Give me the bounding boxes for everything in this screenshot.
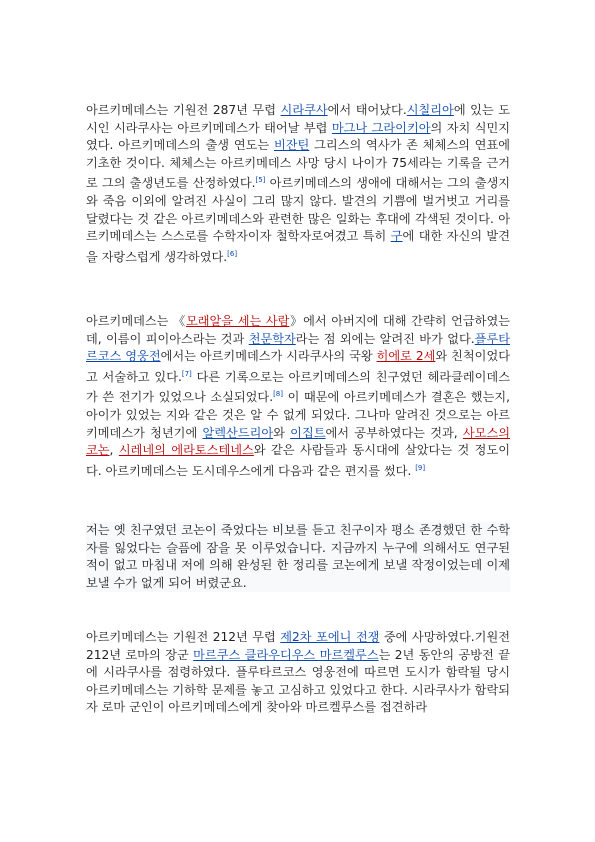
text-segment: 아르키메데스는 《 (86, 314, 186, 328)
text-segment: 중에 사망하였다.기원전 212년 로마의 장군 (86, 630, 510, 662)
text-segment: 에서는 아르키메데스가 시라쿠사의 국왕 (160, 349, 377, 364)
link-conon[interactable]: 사모스의 코논 (86, 425, 510, 458)
text-segment: , (109, 443, 119, 458)
link-sphere[interactable]: 구 (390, 229, 403, 244)
link-byzantine[interactable]: 비잔틴 (273, 138, 310, 153)
text-segment: 라는 점 외에는 알려진 바가 없다. (295, 331, 475, 346)
reference-7[interactable]: [7] (181, 369, 192, 378)
link-alexandria[interactable]: 알렉산드리아 (202, 425, 274, 440)
reference-6[interactable]: [6] (227, 249, 238, 258)
reference-5[interactable]: [5] (255, 176, 266, 185)
reference-9[interactable]: [9] (415, 463, 426, 472)
link-eratosthenes[interactable]: 시레네의 에라토스테네스 (118, 443, 254, 458)
text-segment: 》에서 아버지에 대해 간략히 언급하였는데, 이름이 피이아스라는 것과 (86, 314, 510, 346)
text-segment: 의 자치 식민지였다. 아르키메데스의 출생 연도는 (86, 120, 511, 153)
link-second-punic-war[interactable]: 제2차 포에니 전쟁 (280, 630, 380, 644)
reference-8[interactable]: [8] (273, 390, 283, 399)
text-segment: 에 대한 자신의 발견을 자랑스럽게 생각하였다. (86, 229, 510, 264)
text-segment: 와 같은 사람들과 동시대에 살았다는 것 정도이다. 아르키메데스는 도시데우스에게 다음과 같은 편지를 썼다. (86, 443, 510, 478)
text-segment: 는 2년 동안의 공방전 끝에 시라쿠사를 점령하였다. 플루타르코스 영웅전에 따르면 도시가 함락될 당시 아르키메데스는 기하학 문제를 놓고 고심하고 있었다고 한다. 시라쿠사가 함락되자 로마 군인이 아르키메데스에게 찾아와 마르켈루스를 접견하라 (86, 647, 510, 715)
text-segment: 그리스의 역사가 존 체체스의 연표에 기초한 것이다. 체체스는 아르키메데스 사망 당시 나이가 75세라는 기록을 근거로 그의 출생년도를 산정하였다. (86, 138, 511, 191)
quote-block (86, 522, 510, 592)
text-segment: 에 있는 도시인 시라쿠사는 아르키메데스가 태어날 부렵 (86, 103, 511, 135)
text-segment: 와 (273, 425, 291, 440)
text-segment: 에서 태어났다. (327, 103, 407, 117)
link-sand-reckoner[interactable]: 모래알을 세는 사람 (185, 314, 290, 328)
text-segment: 이 때문에 아르키메데스가 결혼은 했는지, 아이가 있었는 지와 같은 것은 알 수 없게 되었다. 그나마 알려진 것으로는 아르키메데스가 청년기에 (86, 390, 510, 440)
link-astronomer[interactable]: 천문학자 (248, 331, 296, 346)
quote-text: 저는 옛 친구였던 코논이 죽었다는 비보를 듣고 친구이자 평소 존경했던 한 수학자를 잃었다는 슬픔에 잠을 못 이루었습니다. 지금까지 누구에 의해서도 연구된 적이 없고 마침내 저에 의해 완성된 한 정리를 코논에게 보낼 작정이었는데 이제 보낼 수가 없게 되어 버렸군요. (86, 523, 510, 590)
link-magna-graecia[interactable]: 마그나 그라이키아 (331, 120, 431, 135)
text-segment: 와 친척이었다고 서술하고 있다. (86, 349, 511, 384)
link-marcellus[interactable]: 마르쿠스 클라우디우스 마르켈루스 (193, 647, 379, 662)
text-segment: 아르키메데스는 기원전 287년 무렵 (86, 103, 281, 117)
paragraph-family (86, 313, 510, 480)
text-segment: 에서 공부하였다는 것과, (325, 425, 463, 440)
paragraph-birth (86, 102, 510, 266)
link-egypt[interactable]: 이집트 (290, 425, 326, 440)
text-segment: 아르키메데스의 생애에 대해서는 그의 출생지와 죽음 이외에 알려진 사실이 그리 많지 않다. 발견의 기쁨에 벌거벗고 거리를 달렸다는 것 같은 아르키메데스와 관련한 많은 일화는 후대에 각색된 것이다. 아르키메데스는 스스로를 수학자이자 철학자로여겼고 특히 (86, 176, 511, 244)
link-hiero[interactable]: 히에로 2세 (376, 349, 436, 364)
link-syracuse[interactable]: 시라쿠사 (280, 103, 328, 117)
link-sicily[interactable]: 시칠리아 (406, 103, 454, 117)
text-segment: 다른 기록으로는 아르키메데스의 친구였던 헤라클레이데스가 쓴 전기가 있었으나 소실되었다. (86, 369, 510, 405)
paragraph-death (86, 629, 510, 717)
text-segment: 아르키메데스는 기원전 212년 무렵 (86, 630, 281, 644)
link-plutarch[interactable]: 플루타르코스 영웅전 (86, 331, 510, 364)
